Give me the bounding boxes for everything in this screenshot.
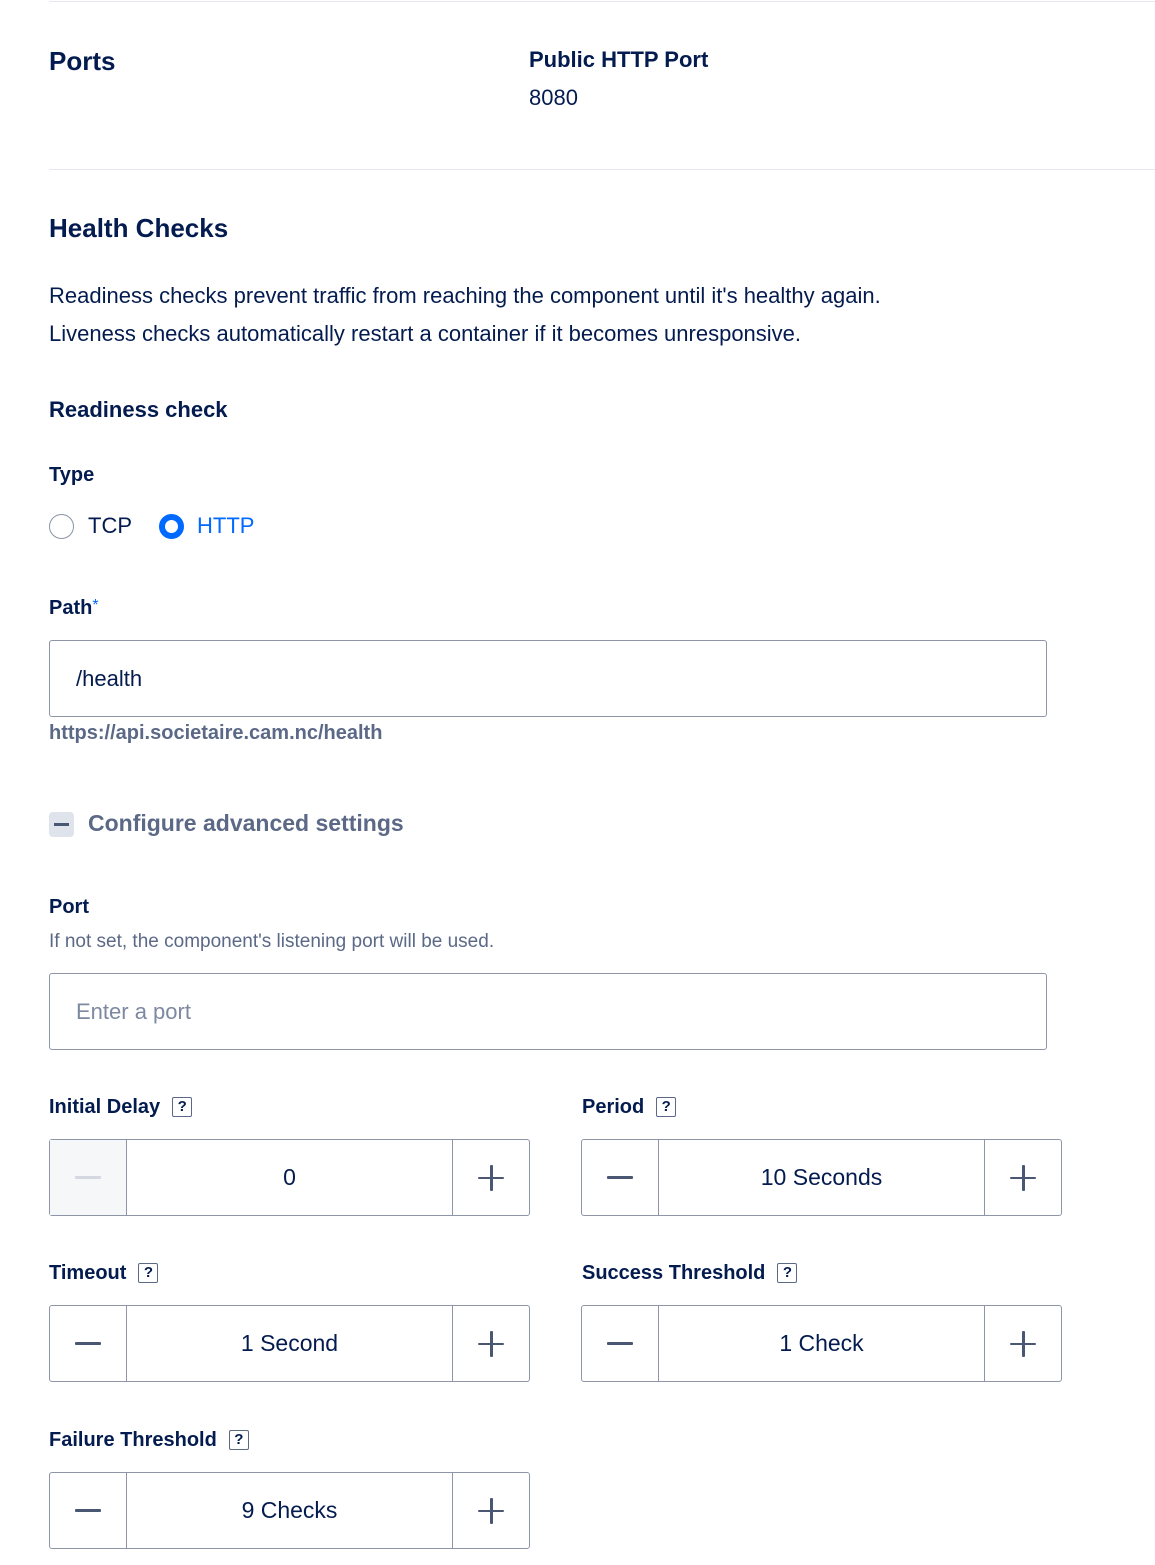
timeout-label-text: Timeout (49, 1262, 127, 1284)
collapse-icon[interactable] (49, 812, 74, 837)
period-decrement-button[interactable] (582, 1140, 659, 1215)
failure-threshold-decrement-button[interactable] (50, 1473, 127, 1548)
plus-icon (478, 1331, 504, 1357)
health-checks-title: Health Checks (49, 213, 229, 243)
period-label (582, 1096, 676, 1119)
path-input[interactable] (49, 640, 1047, 717)
initial-delay-value[interactable]: 0 (283, 1164, 296, 1190)
initial-delay-stepper (49, 1139, 530, 1216)
port-help-text: If not set, the component's listening port will be used. (49, 931, 495, 952)
initial-delay-label (49, 1096, 192, 1119)
timeout-decrement-button[interactable] (50, 1306, 127, 1381)
ports-title: Ports (49, 46, 116, 76)
success-threshold-label-text: Success Threshold (582, 1262, 766, 1284)
success-threshold-label (582, 1262, 797, 1285)
timeout-label (49, 1262, 158, 1285)
top-divider (49, 1, 1155, 2)
minus-icon (75, 1509, 101, 1512)
plus-icon (1010, 1165, 1036, 1191)
minus-icon (75, 1342, 101, 1345)
initial-delay-label-text: Initial Delay (49, 1096, 161, 1118)
path-label-text: Path (49, 597, 93, 619)
failure-threshold-label (49, 1429, 249, 1452)
type-tcp-radio[interactable] (49, 514, 74, 539)
public-http-port-label: Public HTTP Port (529, 47, 709, 72)
readiness-check-title: Readiness check (49, 397, 228, 422)
minus-icon (607, 1176, 633, 1179)
help-icon[interactable]: ? (656, 1097, 676, 1117)
period-increment-button[interactable] (984, 1140, 1061, 1215)
timeout-increment-button[interactable] (452, 1306, 529, 1381)
path-label (49, 597, 99, 620)
type-http-label[interactable]: HTTP (197, 513, 255, 538)
success-threshold-value[interactable]: 1 Check (779, 1330, 864, 1356)
timeout-value[interactable]: 1 Second (240, 1330, 339, 1356)
health-checks-description-line1: Readiness checks prevent traffic from reaching the component until it's healthy again. (49, 283, 881, 308)
health-checks-description-line2: Liveness checks automatically restart a container if it becomes unresponsive. (49, 321, 802, 346)
timeout-stepper (49, 1305, 530, 1382)
success-threshold-stepper (581, 1305, 1062, 1382)
path-resolved-url: https://api.societaire.cam.nc/health (49, 722, 383, 744)
failure-threshold-value[interactable]: 9 Checks (241, 1497, 338, 1523)
success-threshold-decrement-button[interactable] (582, 1306, 659, 1381)
failure-threshold-stepper (49, 1472, 530, 1549)
period-stepper (581, 1139, 1062, 1216)
minus-icon (607, 1342, 633, 1345)
advanced-settings-toggle[interactable]: Configure advanced settings (88, 810, 404, 836)
plus-icon (1010, 1331, 1036, 1357)
failure-threshold-label-text: Failure Threshold (49, 1429, 217, 1451)
type-http-radio[interactable] (159, 514, 184, 539)
help-icon[interactable]: ? (172, 1097, 192, 1117)
port-label: Port (49, 896, 89, 918)
plus-icon (478, 1498, 504, 1524)
minus-icon (75, 1176, 101, 1179)
help-icon[interactable]: ? (138, 1263, 158, 1283)
help-icon[interactable]: ? (229, 1430, 249, 1450)
port-input[interactable] (49, 973, 1047, 1050)
period-value[interactable]: 10 Seconds (760, 1164, 883, 1190)
success-threshold-increment-button[interactable] (984, 1306, 1061, 1381)
section-divider (49, 169, 1155, 170)
failure-threshold-increment-button[interactable] (452, 1473, 529, 1548)
type-tcp-label[interactable]: TCP (88, 513, 132, 538)
initial-delay-decrement-button[interactable] (50, 1140, 127, 1215)
type-label: Type (49, 464, 95, 486)
initial-delay-increment-button[interactable] (452, 1140, 529, 1215)
plus-icon (478, 1165, 504, 1191)
period-label-text: Period (582, 1096, 645, 1118)
required-asterisk: * (92, 597, 99, 614)
help-icon[interactable]: ? (777, 1263, 797, 1283)
public-http-port-value: 8080 (529, 85, 578, 110)
